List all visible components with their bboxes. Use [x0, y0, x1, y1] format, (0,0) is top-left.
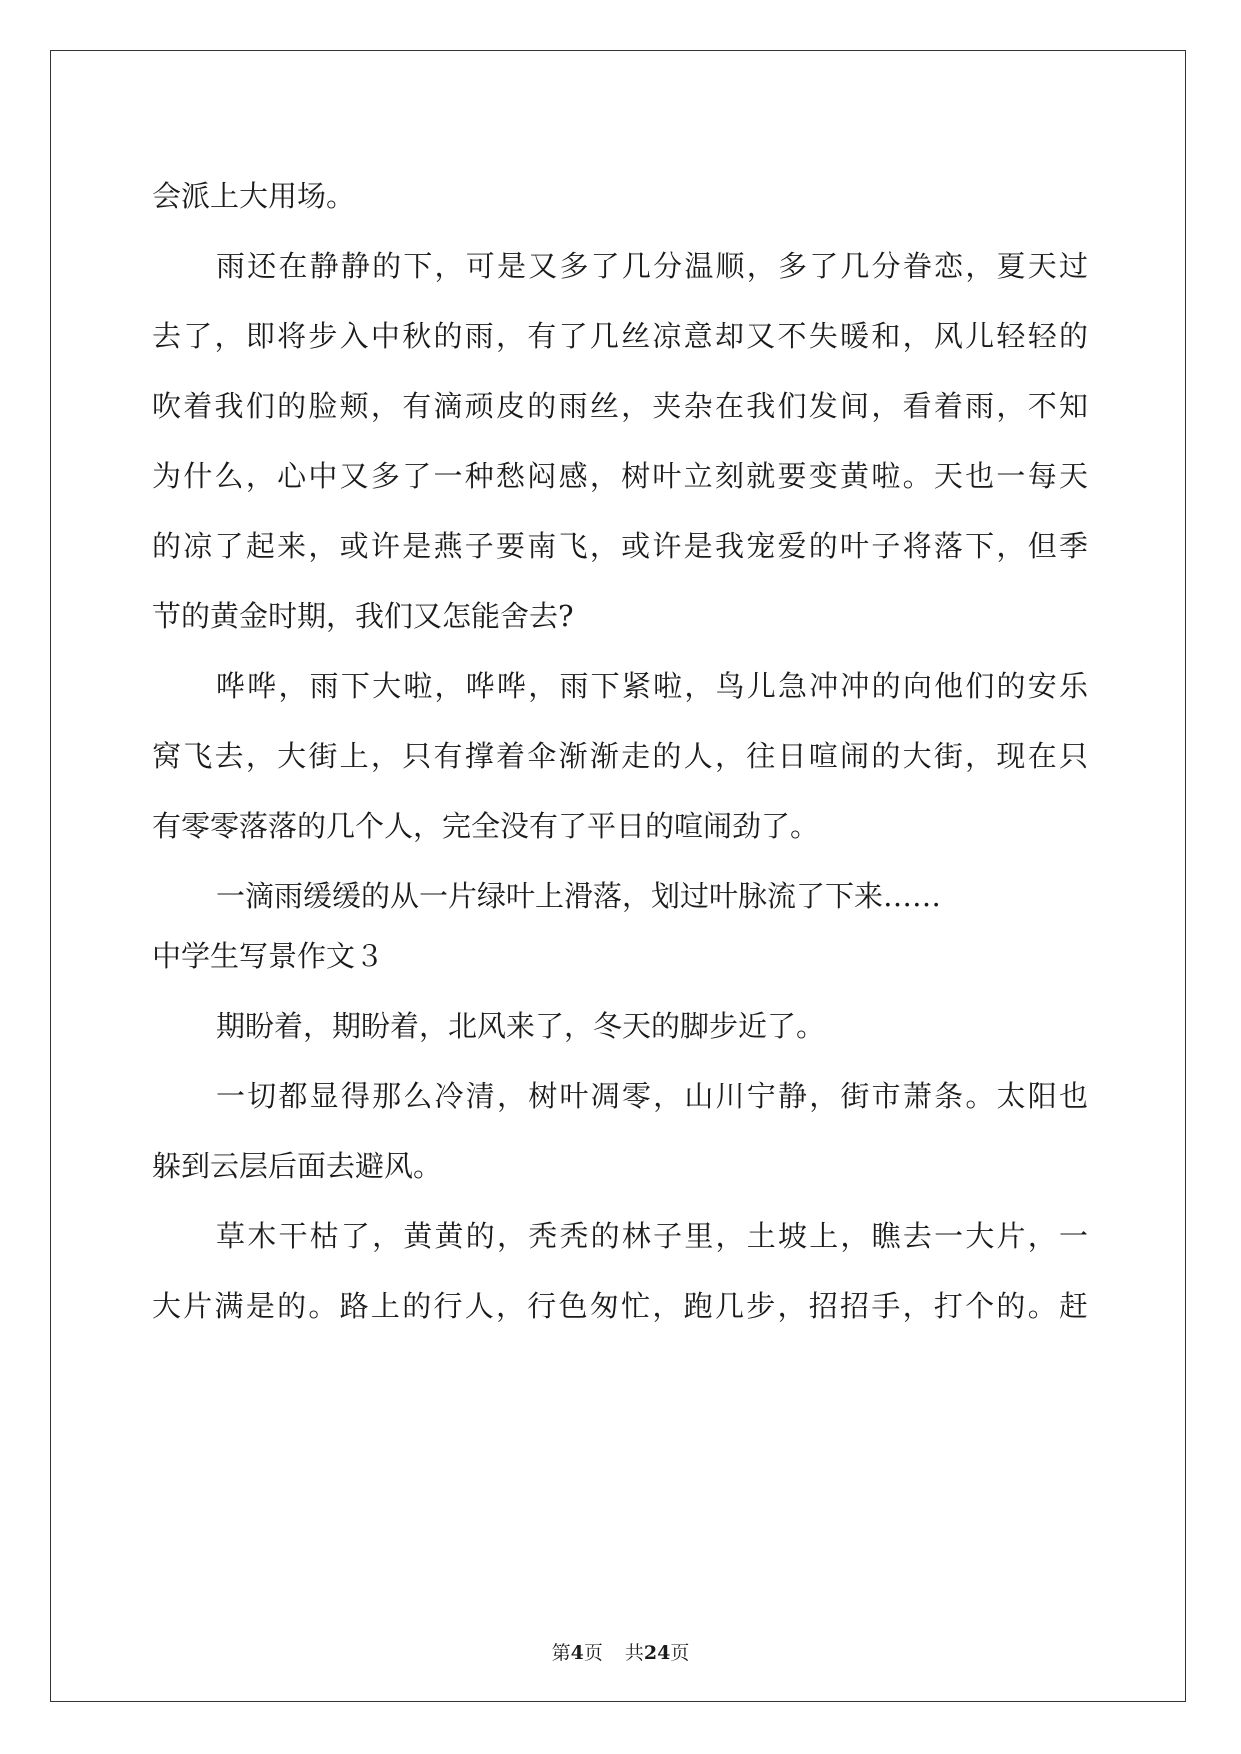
page-footer — [0, 1641, 1241, 1665]
text-line: 去了，即将步入中秋的雨，有了几丝凉意却又不失暖和，风儿轻轻的 — [152, 319, 1088, 353]
paragraph-first-line: 草木干枯了，黄黄的，秃秃的林子里，土坡上，瞧去一大片，一 — [216, 1219, 1088, 1253]
footer-page-suffix: 页 — [583, 1642, 603, 1664]
text-line: 吹着我们的脸颊，有滴顽皮的雨丝，夹杂在我们发间，看着雨，不知 — [152, 389, 1088, 423]
paragraph-first-line: 哗哗，雨下大啦，哗哗，雨下紧啦，鸟儿急冲冲的向他们的安乐 — [216, 669, 1088, 703]
text-line: 窝飞去，大街上，只有撑着伞渐渐走的人，往日喧闹的大街，现在只 — [152, 739, 1088, 773]
footer-page-prefix: 第 — [551, 1642, 571, 1664]
text-line: 躲到云层后面去避风。 — [152, 1149, 443, 1183]
paragraph-first-line: 期盼着，期盼着，北风来了，冬天的脚步近了。 — [216, 1009, 826, 1043]
footer-page-number: 4 — [570, 1642, 584, 1664]
footer-total-suffix: 页 — [670, 1642, 690, 1664]
text-line: 大片满是的。路上的行人，行色匆忙，跑几步，招招手，打个的。赶 — [152, 1289, 1088, 1323]
text-line: 节的黄金时期，我们又怎能舍去? — [152, 599, 574, 633]
text-line: 会派上大用场。 — [152, 179, 356, 213]
paragraph-first-line: 一切都显得那么冷清，树叶凋零，山川宁静，街市萧条。太阳也 — [216, 1079, 1088, 1113]
text-line: 有零零落落的几个人，完全没有了平日的喧闹劲了。 — [152, 809, 820, 843]
text-line: 的凉了起来，或许是燕子要南飞，或许是我宠爱的叶子将落下，但季 — [152, 529, 1088, 563]
text-line: 为什么，心中又多了一种愁闷感，树叶立刻就要变黄啦。天也一每天 — [152, 459, 1088, 493]
paragraph-first-line: 雨还在静静的下，可是又多了几分温顺，多了几分眷恋，夏天过 — [216, 249, 1088, 283]
footer-total-prefix: 共 — [624, 1642, 644, 1664]
footer-total-pages: 24 — [643, 1642, 671, 1664]
section-heading: 中学生写景作文３ — [152, 939, 385, 973]
paragraph-first-line: 一滴雨缓缓的从一片绿叶上滑落，划过叶脉流了下来…… — [216, 879, 942, 913]
